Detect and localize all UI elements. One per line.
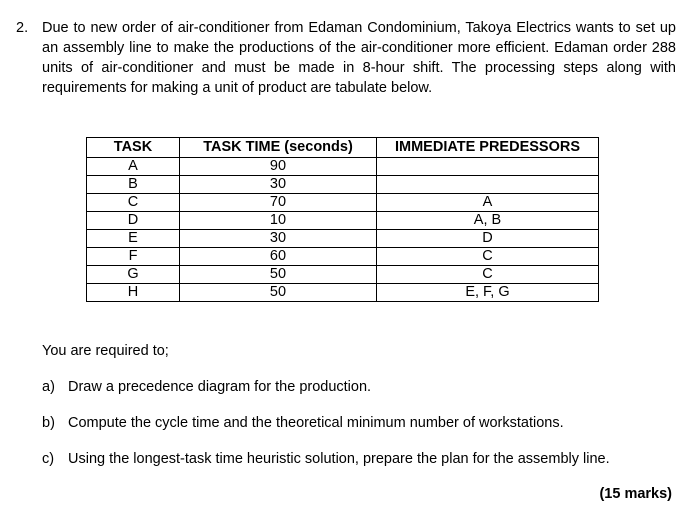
cell-pred: C bbox=[377, 248, 599, 266]
cell-task: C bbox=[87, 194, 180, 212]
cell-task: F bbox=[87, 248, 180, 266]
part-c bbox=[42, 449, 662, 469]
cell-pred: A, B bbox=[377, 212, 599, 230]
part-b bbox=[42, 413, 662, 433]
question-block bbox=[16, 18, 676, 98]
task-table bbox=[86, 137, 599, 302]
table-row bbox=[87, 284, 599, 302]
header-task: TASK bbox=[87, 138, 180, 158]
table-row bbox=[87, 248, 599, 266]
table-row bbox=[87, 158, 599, 176]
cell-time: 30 bbox=[180, 230, 377, 248]
required-intro: You are required to; bbox=[42, 343, 169, 359]
cell-task: H bbox=[87, 284, 180, 302]
part-text: Draw a precedence diagram for the production. bbox=[68, 379, 372, 395]
table-row bbox=[87, 266, 599, 284]
cell-pred bbox=[377, 158, 599, 176]
header-task-time: TASK TIME (seconds) bbox=[180, 138, 377, 158]
part-text: Using the longest-task time heuristic solution, prepare the plan for the assembly line. bbox=[68, 451, 610, 467]
cell-time: 50 bbox=[180, 284, 377, 302]
cell-time: 90 bbox=[180, 158, 377, 176]
cell-pred bbox=[377, 176, 599, 194]
table-row bbox=[87, 230, 599, 248]
part-label: a) bbox=[42, 379, 55, 395]
marks-label: (15 marks) bbox=[599, 486, 672, 502]
cell-time: 30 bbox=[180, 176, 377, 194]
cell-pred: D bbox=[377, 230, 599, 248]
cell-task: B bbox=[87, 176, 180, 194]
cell-pred: C bbox=[377, 266, 599, 284]
question-number: 2. bbox=[16, 20, 29, 36]
cell-pred: E, F, G bbox=[377, 284, 599, 302]
cell-task: G bbox=[87, 266, 180, 284]
cell-task: D bbox=[87, 212, 180, 230]
cell-time: 10 bbox=[180, 212, 377, 230]
question-parts bbox=[42, 377, 662, 485]
part-text: Compute the cycle time and the theoretical minimum number of workstations. bbox=[68, 415, 564, 431]
cell-time: 60 bbox=[180, 248, 377, 266]
cell-task: A bbox=[87, 158, 180, 176]
cell-time: 70 bbox=[180, 194, 377, 212]
question-text: Due to new order of air-conditioner from Edaman Condominium, Takoya Electrics wants to set up an assembly line to make the productions of the air-conditioner more efficient. Edaman order 288 units of air-conditioner and must be made in 8-hour shift. The processing steps along with requirements for making a unit of product are tabulate below. bbox=[42, 20, 676, 96]
header-immediate-predecessors: IMMEDIATE PREDESSORS bbox=[377, 138, 599, 158]
table-row bbox=[87, 176, 599, 194]
part-a bbox=[42, 377, 662, 397]
part-label: b) bbox=[42, 415, 55, 431]
table-row bbox=[87, 212, 599, 230]
table-row bbox=[87, 194, 599, 212]
table-header-row bbox=[87, 138, 599, 158]
cell-pred: A bbox=[377, 194, 599, 212]
cell-time: 50 bbox=[180, 266, 377, 284]
cell-task: E bbox=[87, 230, 180, 248]
part-label: c) bbox=[42, 451, 55, 467]
